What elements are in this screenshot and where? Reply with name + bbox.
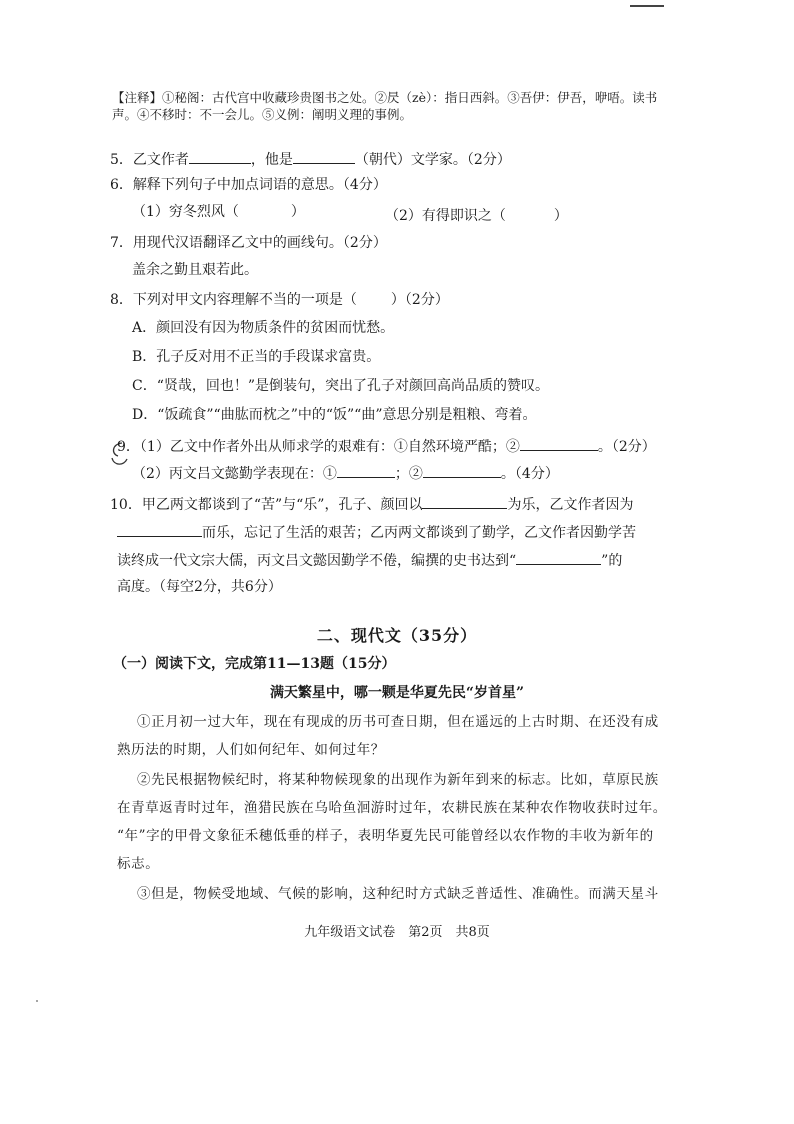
q10-blank-1[interactable] xyxy=(422,493,507,509)
q9-part1-blank[interactable] xyxy=(520,435,598,451)
passage-paragraph-2-line-4: 标志。 xyxy=(117,856,160,872)
question-7-sentence: 盖余之勤且艰若此。 xyxy=(132,262,258,278)
passage-paragraph-3-line-1: ③但是，物候受地域、气候的影响，这种纪时方式缺乏普适性、准确性。而满天星斗 xyxy=(137,886,659,902)
annotation-line-2: 声。④不移时：不一会儿。⑤义例：阐明义理的事例。 xyxy=(112,107,413,122)
top-corner-mark xyxy=(630,5,664,7)
question-9-part-2 xyxy=(132,462,559,484)
question-8-option-a: A．颜回没有因为物质条件的贫困而忧愁。 xyxy=(132,320,395,336)
question-10-line-1 xyxy=(110,493,633,515)
q5-blank-dynasty[interactable] xyxy=(293,148,355,164)
section-title: 二、现代文（35分） xyxy=(316,626,478,645)
passage-paragraph-2-line-3: “年”字的甲骨文象征禾穗低垂的样子，表明华夏先民可能曾经以农作物的丰收为新年的 xyxy=(117,828,654,844)
q9-part2-blank-1[interactable] xyxy=(337,462,395,478)
q5-blank-author[interactable] xyxy=(189,148,251,164)
page-footer: 九年级语文试卷 第2页 共8页 xyxy=(304,925,490,940)
question-6-stem: 6．解释下列句子中加点词语的意思。（4分） xyxy=(110,177,387,193)
question-7-stem: 7．用现代汉语翻译乙文中的画线句。（2分） xyxy=(110,235,387,251)
q10-blank-2[interactable] xyxy=(117,521,202,537)
question-8-option-c: C．“贤哉，回也！”是倒装句，突出了孔子对颜回高尚品质的赞叹。 xyxy=(132,378,550,394)
q5-prefix: 5．乙文作者 xyxy=(110,152,189,168)
q5-mid: ，他是 xyxy=(250,152,293,168)
q6-item2-close: ） xyxy=(553,208,568,224)
question-6-item-1 xyxy=(132,202,305,222)
q5-suffix: （朝代）文学家。（2分） xyxy=(354,152,511,168)
passage-paragraph-2-line-1: ②先民根据物候纪时，将某种物候现象的出现作为新年到来的标志。比如，草原民族 xyxy=(137,772,659,788)
q10-blank-3[interactable] xyxy=(516,549,601,565)
q6-item2-text: （2）有得即识之（ xyxy=(385,208,506,224)
q9-part2-prefix: （2）丙文吕文懿勤学表现在：① xyxy=(132,466,337,482)
annotation-line-1: 【注释】①秘阁：古代宫中收藏珍贵图书之处。②昃（zè）：指日西斜。③吾伊：伊吾，咿唔。读书 xyxy=(112,90,658,105)
question-6-item-2 xyxy=(385,206,568,226)
question-10-line-2 xyxy=(117,521,636,543)
passage-paragraph-2-line-2: 在青草返青时过年，渔猎民族在乌哈鱼洄游时过年，农耕民族在某种农作物收获时过年。 xyxy=(117,800,667,816)
question-5 xyxy=(110,148,511,170)
q10-line1-prefix: 10．甲乙两文都谈到了“苦”与“乐”，孔子、颜回以 xyxy=(110,497,423,513)
q6-item1-close: ） xyxy=(290,204,305,220)
question-10-line-3 xyxy=(117,549,622,571)
question-9-part-1 xyxy=(117,435,656,457)
question-8-stem xyxy=(110,290,449,310)
section-subheading: （一）阅读下文，完成第11—13题（15分） xyxy=(113,656,396,672)
q9-part2-suffix: 。（4分） xyxy=(500,466,559,482)
question-8-option-d: D．“饭疏食”“曲肱而枕之”中的“饭”“曲”意思分别是粗粮、弯着。 xyxy=(132,407,537,423)
q6-item1-text: （1）穷冬烈风（ xyxy=(132,204,239,220)
article-title: 满天繁星中，哪一颗是华夏先民“岁首星” xyxy=(269,685,525,701)
q9-part1-prefix: 9．（1）乙文中作者外出从师求学的艰难有：①自然环境严酷；② xyxy=(117,439,520,455)
q8-stem-text: 8．下列对甲文内容理解不当的一项是（ xyxy=(110,292,357,308)
q8-stem-close: ）（2分） xyxy=(390,292,449,308)
q9-part1-suffix: 。（2分） xyxy=(597,439,656,455)
passage-paragraph-1-line-1: ①正月初一过大年，现在有现成的历书可查日期，但在遥远的上古时期、在还没有成 xyxy=(137,714,659,730)
q10-line3-suffix: ”的 xyxy=(601,553,623,569)
q9-part2-blank-2[interactable] xyxy=(423,462,501,478)
question-10-line-4: 高度。（每空2分，共6分） xyxy=(117,579,282,595)
q10-line2-suffix: 而乐，忘记了生活的艰苦；乙丙两文都谈到了勤学，乙文作者因勤学苦 xyxy=(202,525,636,541)
passage-paragraph-1-line-2: 熟历法的时期，人们如何纪年、如何过年？ xyxy=(117,742,385,758)
q10-line1-suffix: 为乐，乙文作者因为 xyxy=(507,497,634,513)
q9-part2-mid: ；② xyxy=(394,466,423,482)
scan-speck xyxy=(36,1000,38,1002)
q10-line3-text: 读终成一代文宗大儒，丙文吕文懿因勤学不倦，编撰的史书达到“ xyxy=(117,553,517,569)
question-8-option-b: B．孔子反对用不正当的手段谋求富贵。 xyxy=(132,349,381,365)
